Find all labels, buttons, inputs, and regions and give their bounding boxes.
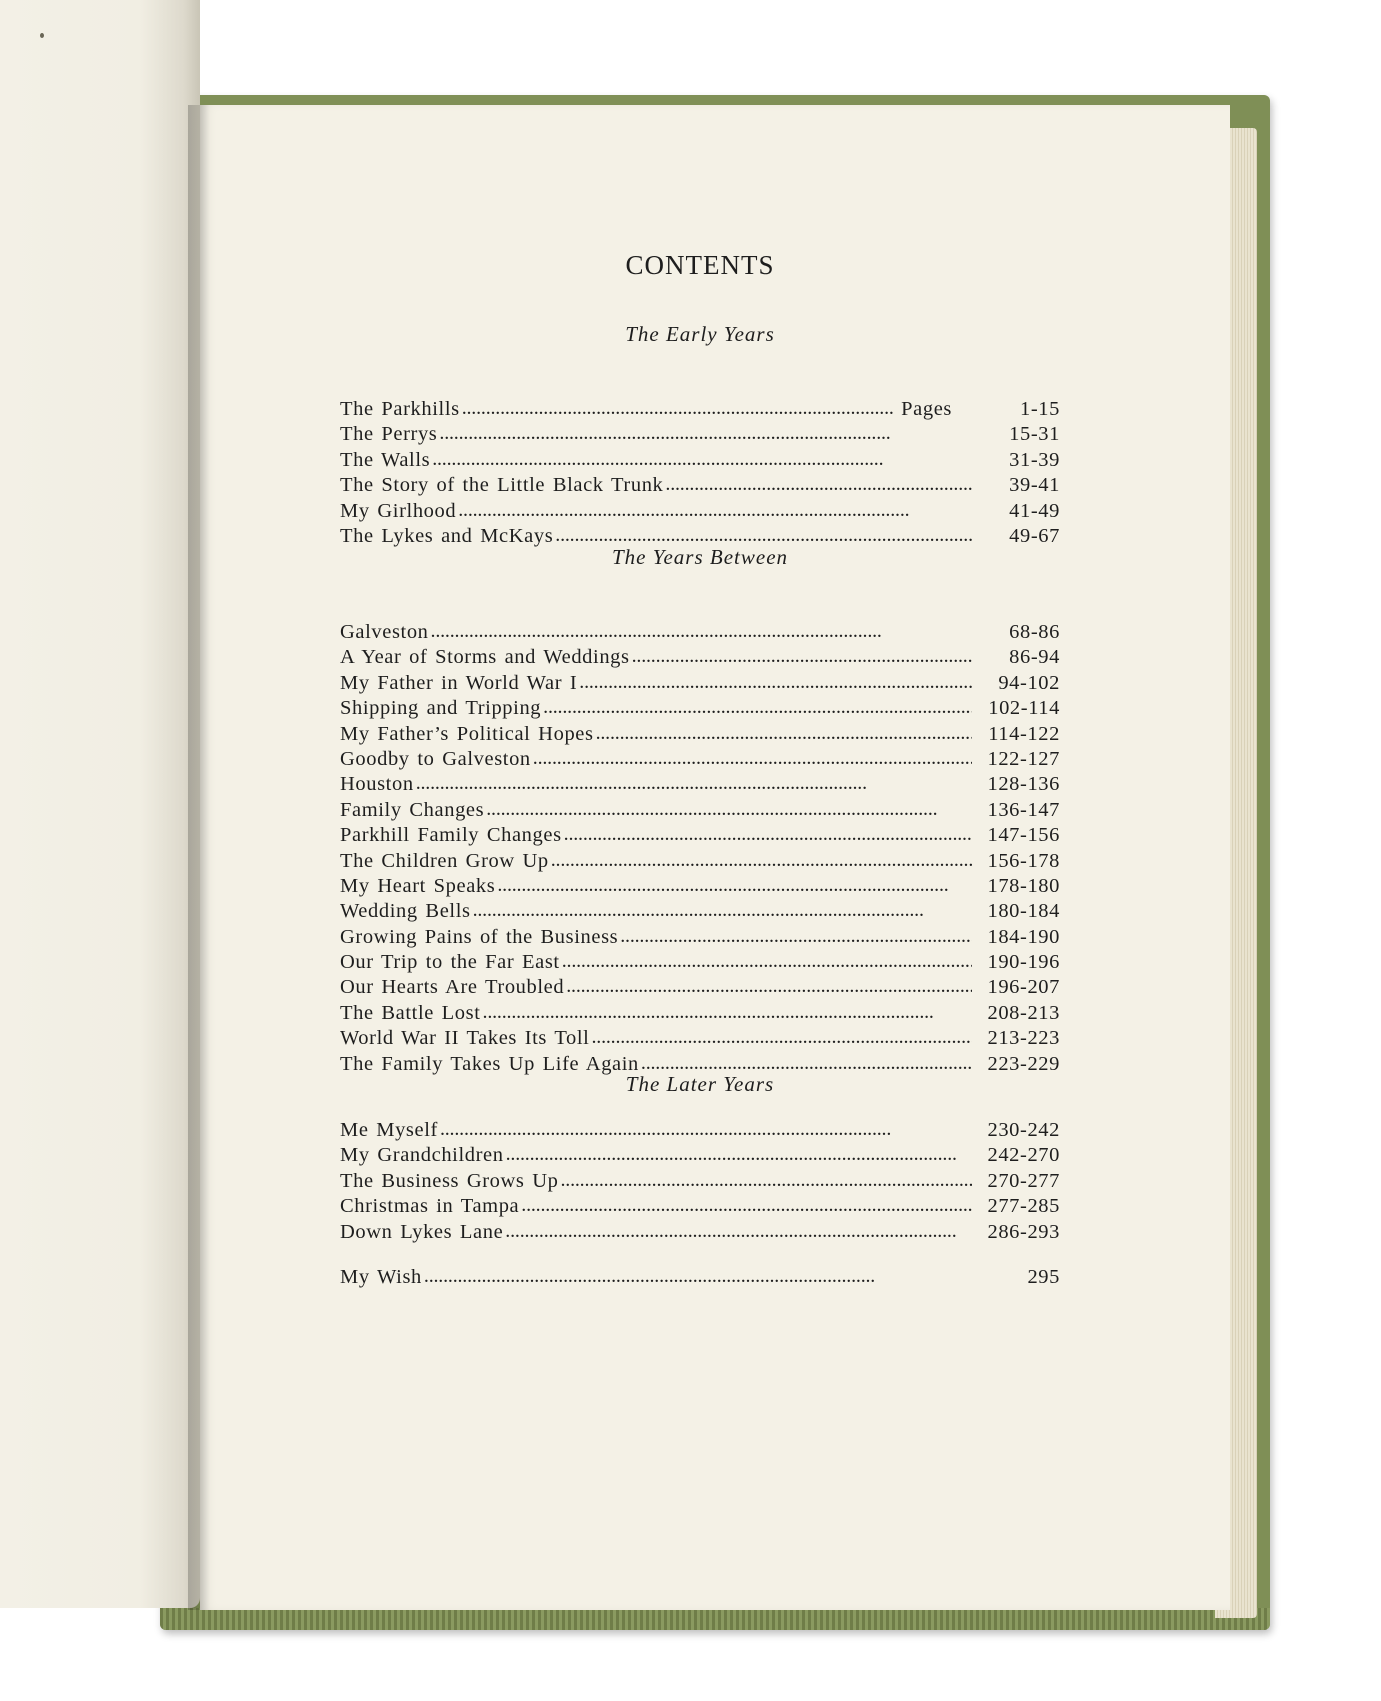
entry-title: The Lykes and McKays xyxy=(340,524,554,547)
entry-pages: 128-136 xyxy=(987,773,1060,796)
entry-title: The Walls xyxy=(340,448,431,471)
entry-pages: 286-293 xyxy=(987,1220,1060,1243)
dot-leader xyxy=(596,722,972,745)
entry-pages: 1-15 xyxy=(1020,398,1060,420)
toc-entry xyxy=(340,850,1060,875)
toc-entry xyxy=(340,976,1060,1001)
dot-leader xyxy=(473,899,972,922)
toc-entry xyxy=(340,423,1060,448)
toc-entry xyxy=(340,824,1060,849)
toc-entry xyxy=(340,951,1060,976)
entry-pages: 49-67 xyxy=(1009,524,1060,547)
toc-entry xyxy=(340,621,1060,646)
toc-entry xyxy=(340,672,1060,697)
entry-title: The Battle Lost xyxy=(340,1001,481,1024)
entry-title: Shipping and Tripping xyxy=(340,697,542,720)
section-title-later-years: The Later Years xyxy=(625,1072,775,1096)
entry-pages: 230-242 xyxy=(987,1119,1060,1141)
dot-leader xyxy=(543,696,972,719)
entry-title: Galveston xyxy=(340,621,429,643)
toc-entry xyxy=(340,474,1060,499)
pages-label: Pages xyxy=(901,398,952,420)
entry-pages: 15-31 xyxy=(1009,423,1060,446)
dot-leader xyxy=(579,671,972,694)
toc-entry xyxy=(340,875,1060,900)
dot-leader xyxy=(505,1220,972,1243)
entry-title: The Children Grow Up xyxy=(340,849,549,872)
entry-pages: 184-190 xyxy=(987,925,1060,948)
entry-pages: 94-102 xyxy=(998,671,1060,694)
entry-pages: 208-213 xyxy=(987,1001,1060,1024)
toc-entry xyxy=(340,1027,1060,1052)
entry-title: My Father’s Political Hopes xyxy=(340,722,594,745)
entry-pages: 41-49 xyxy=(1009,499,1060,522)
toc-entry xyxy=(340,1221,1060,1246)
entry-title: My Girlhood xyxy=(340,499,457,522)
dot-leader xyxy=(416,772,972,795)
entry-title: Goodby to Galveston xyxy=(340,747,531,770)
dot-leader xyxy=(533,747,972,770)
toc-entry xyxy=(340,748,1060,773)
entry-pages: 31-39 xyxy=(1009,448,1060,471)
toc-entry xyxy=(340,500,1060,525)
entry-title: The Perrys xyxy=(340,423,438,446)
entry-pages: 136-147 xyxy=(987,798,1060,821)
entry-pages: 68-86 xyxy=(1009,621,1060,643)
dot-leader xyxy=(551,849,972,872)
entry-pages: 180-184 xyxy=(987,900,1060,923)
dot-leader xyxy=(497,874,972,897)
dot-leader xyxy=(424,1265,972,1288)
entry-pages: 223-229 xyxy=(987,1052,1060,1075)
dot-leader xyxy=(591,1026,972,1049)
entry-title: The Parkhills xyxy=(340,398,460,420)
entry-pages: 196-207 xyxy=(987,976,1060,999)
toc-entry xyxy=(340,449,1060,474)
toc-entry xyxy=(340,1195,1060,1220)
toc-entry xyxy=(340,900,1060,925)
paper-speck xyxy=(40,33,44,38)
entry-title: The Family Takes Up Life Again xyxy=(340,1052,639,1075)
dot-leader xyxy=(432,448,972,471)
entry-title: The Story of the Little Black Trunk xyxy=(340,474,664,497)
entry-pages: 242-270 xyxy=(987,1144,1060,1167)
dot-leader xyxy=(620,925,972,948)
dot-leader xyxy=(431,620,972,643)
toc-entry xyxy=(340,773,1060,798)
entry-title: My Wish xyxy=(340,1266,422,1288)
entry-pages: 122-127 xyxy=(987,747,1060,770)
entry-pages: 86-94 xyxy=(1009,646,1060,669)
entry-pages: 114-122 xyxy=(988,722,1060,745)
dot-leader xyxy=(440,1118,972,1141)
dot-leader xyxy=(564,823,972,846)
toc-entry xyxy=(340,799,1060,824)
entry-pages: 39-41 xyxy=(1009,474,1060,497)
toc-entry xyxy=(340,723,1060,748)
entry-title: Parkhill Family Changes xyxy=(340,824,562,847)
entry-pages: 277-285 xyxy=(987,1195,1060,1218)
left-page xyxy=(0,0,200,1608)
dot-leader xyxy=(632,645,972,668)
entry-title: Growing Pains of the Business xyxy=(340,925,619,948)
toc-entry xyxy=(340,926,1060,951)
entry-pages: 295 xyxy=(1027,1266,1060,1288)
dot-leader xyxy=(506,1143,972,1166)
entry-title: Wedding Bells xyxy=(340,900,471,923)
toc-entry xyxy=(340,398,1060,423)
entry-title: World War II Takes Its Toll xyxy=(340,1027,590,1050)
dot-leader xyxy=(562,950,972,973)
dot-leader xyxy=(483,1001,972,1024)
dot-leader xyxy=(462,397,895,420)
entry-pages: 270-277 xyxy=(987,1169,1060,1192)
entry-title: Our Hearts Are Troubled xyxy=(340,976,565,999)
entry-title: Me Myself xyxy=(340,1119,438,1141)
toc-entry xyxy=(340,1170,1060,1195)
toc-list-early-years xyxy=(340,398,1060,550)
toc-entry xyxy=(340,1002,1060,1027)
entry-title: Family Changes xyxy=(340,798,485,821)
dot-leader xyxy=(486,798,972,821)
toc-entry xyxy=(340,646,1060,671)
entry-title: My Father in World War I xyxy=(340,671,578,694)
dot-leader xyxy=(560,1169,972,1192)
contents-heading: CONTENTS xyxy=(625,250,775,280)
entry-title: Down Lykes Lane xyxy=(340,1220,504,1243)
entry-pages: 178-180 xyxy=(987,874,1060,897)
dot-leader xyxy=(521,1194,972,1217)
entry-title: My Grandchildren xyxy=(340,1144,504,1167)
entry-pages: 190-196 xyxy=(987,951,1060,974)
dot-leader xyxy=(566,975,972,998)
entry-pages: 156-178 xyxy=(987,849,1060,872)
entry-title: My Heart Speaks xyxy=(340,874,496,897)
entry-pages: 147-156 xyxy=(987,824,1060,847)
toc-list-closing xyxy=(340,1266,1060,1291)
entry-title: Houston xyxy=(340,773,414,796)
entry-title: Christmas in Tampa xyxy=(340,1195,520,1218)
toc-entry xyxy=(340,1266,1060,1291)
toc-entry xyxy=(340,1144,1060,1169)
entry-title: The Business Grows Up xyxy=(340,1169,559,1192)
dot-leader xyxy=(458,499,972,522)
dot-leader xyxy=(555,524,972,547)
toc-list-later-years xyxy=(340,1119,1060,1246)
section-title-early-years: The Early Years xyxy=(625,322,775,346)
entry-title: Our Trip to the Far East xyxy=(340,951,560,974)
entry-pages: 213-223 xyxy=(987,1027,1060,1050)
toc-list-years-between xyxy=(340,621,1060,1078)
section-title-years-between: The Years Between xyxy=(611,545,789,569)
dot-leader xyxy=(439,422,972,445)
entry-pages: 102-114 xyxy=(988,697,1060,720)
toc-entry xyxy=(340,1119,1060,1144)
entry-title: A Year of Storms and Weddings xyxy=(340,646,630,669)
dot-leader xyxy=(665,473,972,496)
toc-entry xyxy=(340,697,1060,722)
